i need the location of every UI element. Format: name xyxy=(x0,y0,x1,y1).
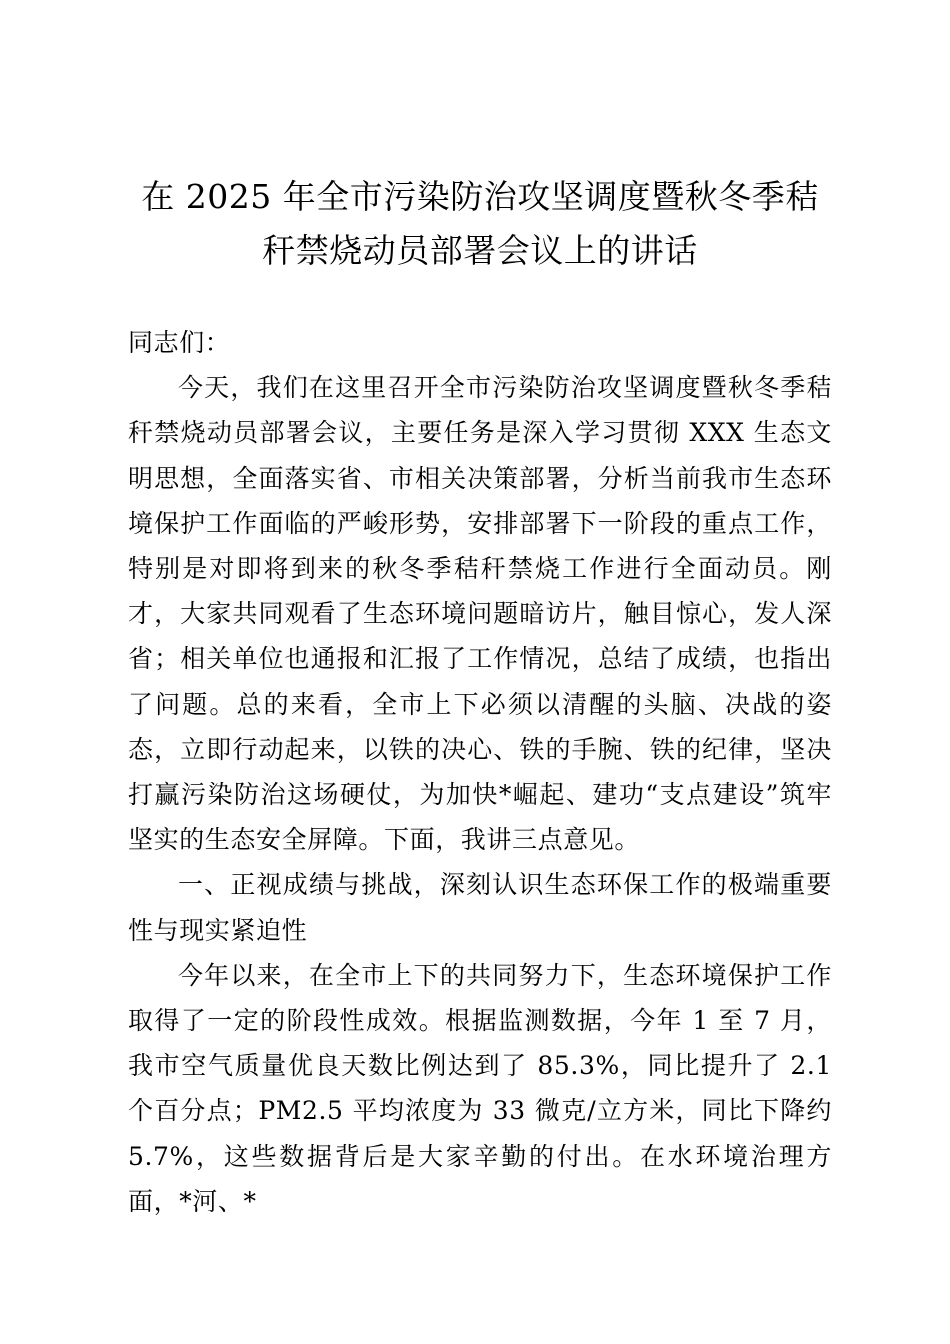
document-body xyxy=(128,320,832,1224)
title-line-2: 秆禁烧动员部署会议上的讲话 xyxy=(262,231,698,270)
paragraph-opening: 今天，我们在这里召开全市污染防治攻坚调度暨秋冬季秸秆禁烧动员部署会议，主要任务是深入学习贯彻 XXX 生态文明思想，全面落实省、市相关决策部署，分析当前我市生态环境保护工作面临的严峻形势，安排部署下一阶段的重点工作，特别是对即将到来的秋冬季秸秆禁烧工作进行全面动员。刚才，大家共同观看了生态环境问题暗访片，触目惊心，发人深省；相关单位也通报和汇报了工作情况，总结了成绩，也指出了问题。总的来看，全市上下必须以清醒的头脑、决战的姿态，立即行动起来，以铁的决心、铁的手腕、铁的纪律，坚决打赢污染防治这场硬仗，为加快*崛起、建功“支点建设”筑牢坚实的生态安全屏障。下面，我讲三点意见。 xyxy=(128,373,832,855)
paragraph-achievements: 今年以来，在全市上下的共同努力下，生态环境保护工作取得了一定的阶段性成效。根据监测数据，今年 1 至 7 月，我市空气质量优良天数比例达到了 85.3%，同比提升了 2.1 个百分点；PM2.5 平均浓度为 33 微克/立方米，同比下降约 5.7%，这些数据背后是大家辛勤的付出。在水环境治理方面，*河、* xyxy=(128,960,832,1216)
section-heading-1: 一、正视成绩与挑战，深刻认识生态环保工作的极端重要性与现实紧迫性 xyxy=(128,870,832,945)
salutation: 同志们： xyxy=(128,328,231,357)
document-title xyxy=(128,170,832,278)
title-line-1: 在 2025 年全市污染防治攻坚调度暨秋冬季秸 xyxy=(141,177,819,216)
